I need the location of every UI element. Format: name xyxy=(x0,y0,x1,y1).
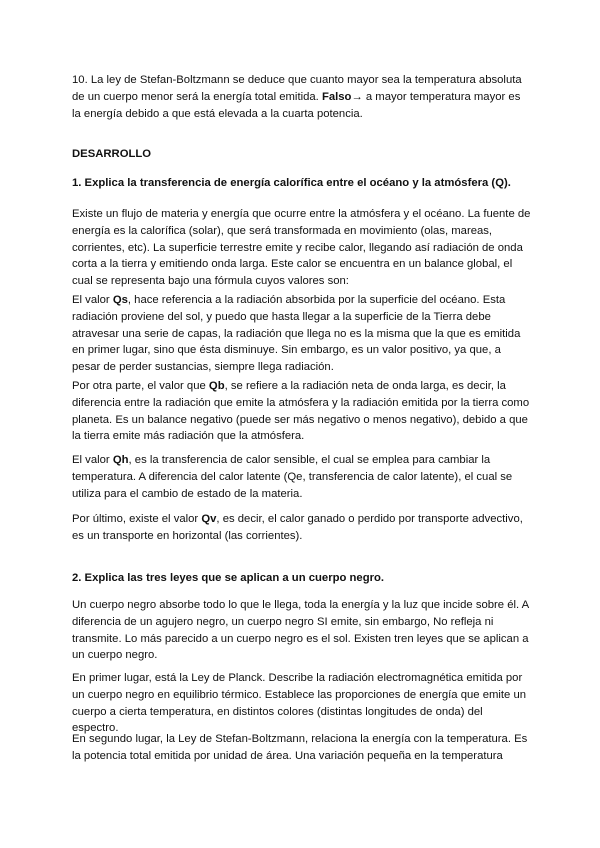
question-1-paragraph-qv: Por último, existe el valor Qv, es decir, el calor ganado o perdido por transporte advectivo, es un transporte en horizontal (las corrientes). xyxy=(72,513,523,542)
question-10-paragraph xyxy=(72,72,532,122)
question-2-paragraph-3: En segundo lugar, la Ley de Stefan-Boltzmann, relaciona la energía con la temperatura. Es la potencia total emitida por unidad de área. Una variación pequeña en la temperatura xyxy=(72,733,528,762)
question-2-title: 2. Explica las tres leyes que se aplican a un cuerpo negro. xyxy=(72,572,385,584)
question-10-text: 10. La ley de Stefan-Boltzmann se deduce que cuanto mayor sea la temperatura absoluta de un cuerpo menor será la energía total emitida. xyxy=(72,74,522,103)
question-1-paragraph-1: Existe un flujo de materia y energía que ocurre entre la atmósfera y el océano. La fuente de energía es la calorífica (solar), que será transformada en movimiento (olas, mareas, corrientes, etc). La superficie terrestre emite y recibe calor, llegando así radiación de onda corta a la tierra y emitiendo onda larga. Este calor se encuentra en un balance global, el cual se representa bajo una fórmula cuyos valores son: xyxy=(72,208,531,288)
question-10-answer: Falso xyxy=(321,90,352,103)
term-qb: Qb xyxy=(208,380,225,392)
question-1-paragraph-qh: El valor Qh, es la transferencia de calor sensible, el cual se emplea para cambiar la temperatura. A diferencia del calor latente (Qe, transferencia de calor latente), el cual se utiliza para el cambio de estado de la materia. xyxy=(72,454,513,500)
question-1-title: 1. Explica la transferencia de energía calorífica entre el océano y la atmósfera (Q). xyxy=(72,177,511,189)
section-title: DESARROLLO xyxy=(72,148,152,160)
question-2-paragraph-1: Un cuerpo negro absorbe todo lo que le llega, toda la energía y la luz que incide sobre él. A diferencia de un agujero negro, un cuerpo negro SI emite, sin embargo, No refleja ni transmite. Lo más parecido a un cuerpo negro es el sol. Existen tren leyes que se aplican a un cuerpo negro. xyxy=(72,599,529,662)
term-qv: Qv xyxy=(201,513,217,525)
term-qs: Qs xyxy=(112,294,128,306)
question-1-paragraph-qs: El valor Qs, hace referencia a la radiación absorbida por la superficie del océano. Esta radiación proviene del sol, y puedo que hasta llegar a la superficie de la Tierra debe atravesar una serie de capas, la radiación que llega no es la misma que la que es emitida en primer lugar, sino que ésta disminuye. Sin embargo, es un valor positivo, ya que, a pesar de perder sustancias, siempre llega radiación. xyxy=(72,294,521,374)
question-2-paragraph-2: En primer lugar, está la Ley de Planck. Describe la radiación electromagnética emitida por un cuerpo negro en equilibrio térmico. Establece las proporciones de energía que emite un cuerpo a cierta temperatura, en distintos colores (distintas longitudes de onda) del espectro. xyxy=(72,672,527,735)
question-10-explanation: → a mayor temperatura mayor es la energía debido a que está elevada a la cuarta potencia. xyxy=(72,90,521,120)
term-qh: Qh xyxy=(112,454,129,466)
question-1-paragraph-qb: Por otra parte, el valor que Qb, se refiere a la radiación neta de onda larga, es decir, la diferencia entre la radiación que emite la atmósfera y la radiación emitida por la tierra como planeta. Es un balance negativo (puede ser más negativo o menos negativo), debido a que la tierra emite más radiación que la atmósfera. xyxy=(72,380,530,443)
